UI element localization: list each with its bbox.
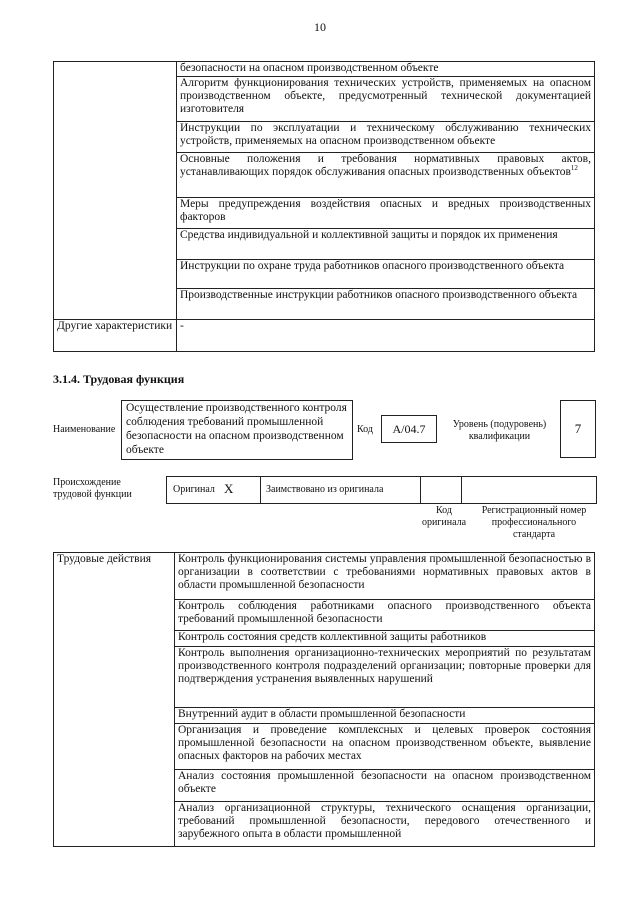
table-row: Инструкции по охране труда работников опасного производственного объекта xyxy=(177,260,595,289)
origin-box xyxy=(166,476,597,504)
origin-original-cell xyxy=(167,477,261,503)
table-row: Производственные инструкции работников опасного производственного объекта xyxy=(177,289,595,320)
reg-number-label: Регистрационный номер профессионального стандарта xyxy=(481,505,587,540)
code-original-label: Код оригинала xyxy=(421,505,467,528)
table-row: Средства индивидуальной и коллективной защиты и порядок их применения xyxy=(177,229,595,260)
table-row: Контроль соблюдения работниками опасного производственного объекта требований промышленной безопасности xyxy=(175,600,595,631)
table-row: Организация и проведение комплексных и целевых проверок состояния промышленной безопасности на опасном производственном объекте, выявление опасных факторов на рабочих местах xyxy=(175,724,595,770)
level-value: 7 xyxy=(560,400,596,458)
original-label: Оригинал xyxy=(173,484,215,495)
table-row: безопасности на опасном производственном объекте xyxy=(177,62,595,77)
original-mark: X xyxy=(224,481,234,496)
other-characteristics-value: - xyxy=(177,320,595,352)
function-code-value: А/04.7 xyxy=(381,415,437,443)
level-label: Уровень (подуровень) квалификации xyxy=(452,419,547,442)
table-left-cell xyxy=(54,62,177,320)
divider xyxy=(461,477,462,503)
labor-actions-table xyxy=(53,552,595,847)
table-row: Контроль функционирования системы управления промышленной безопасностью в организации в соответствии с требованиями нормативных правовых актов в области промышленной безопасности xyxy=(175,553,595,600)
table-row: Основные положения и требования нормативных правовых актов, устанавливающих порядок обслуживания опасных производственных объектов$^{12}$ xyxy=(177,153,595,198)
table-row: Инструкции по эксплуатации и техническому обслуживанию технических устройств, применяемых на опасном производственном объекте xyxy=(177,122,595,153)
table-row: Алгоритм функционирования технических устройств, применяемых на опасном производственном объекте, предусмотренный технической документацией изготовителя xyxy=(177,77,595,122)
footnote-mark: 12 xyxy=(570,164,578,173)
divider xyxy=(420,477,421,503)
code-label: Код xyxy=(357,424,373,435)
section-title: 3.1.4. Трудовая функция xyxy=(53,372,185,386)
origin-label: Происхождение трудовой функции xyxy=(53,477,132,500)
borrowed-label: Заимствовано из оригинала xyxy=(266,484,384,495)
table-row: Контроль состояния средств коллективной защиты работников xyxy=(175,631,595,647)
name-label: Наименование xyxy=(53,424,116,435)
table-row: Анализ организационной структуры, технического оснащения организации, требований промышленной безопасности, передового отечественного и зарубежного опыта в области промышленной xyxy=(175,802,595,847)
page-number: 10 xyxy=(314,20,326,34)
table-row: Меры предупреждения воздействия опасных и вредных производственных факторов xyxy=(177,198,595,229)
table-row: Внутренний аудит в области промышленной безопасности xyxy=(175,708,595,724)
function-name-value: Осуществление производственного контроля соблюдения требований промышленной безопасности на опасном производственном объекте xyxy=(121,400,353,460)
table-row: Анализ состояния промышленной безопасности на опасном производственном объекте xyxy=(175,770,595,802)
table-row: Контроль выполнения организационно-технических мероприятий по результатам производственного контроля подразделений организации; повторные проверки для подтверждения устранения выявленных нарушений xyxy=(175,647,595,708)
knowledge-table xyxy=(53,61,595,352)
actions-label: Трудовые действия xyxy=(54,553,175,847)
other-characteristics-label: Другие характеристики xyxy=(54,320,177,352)
